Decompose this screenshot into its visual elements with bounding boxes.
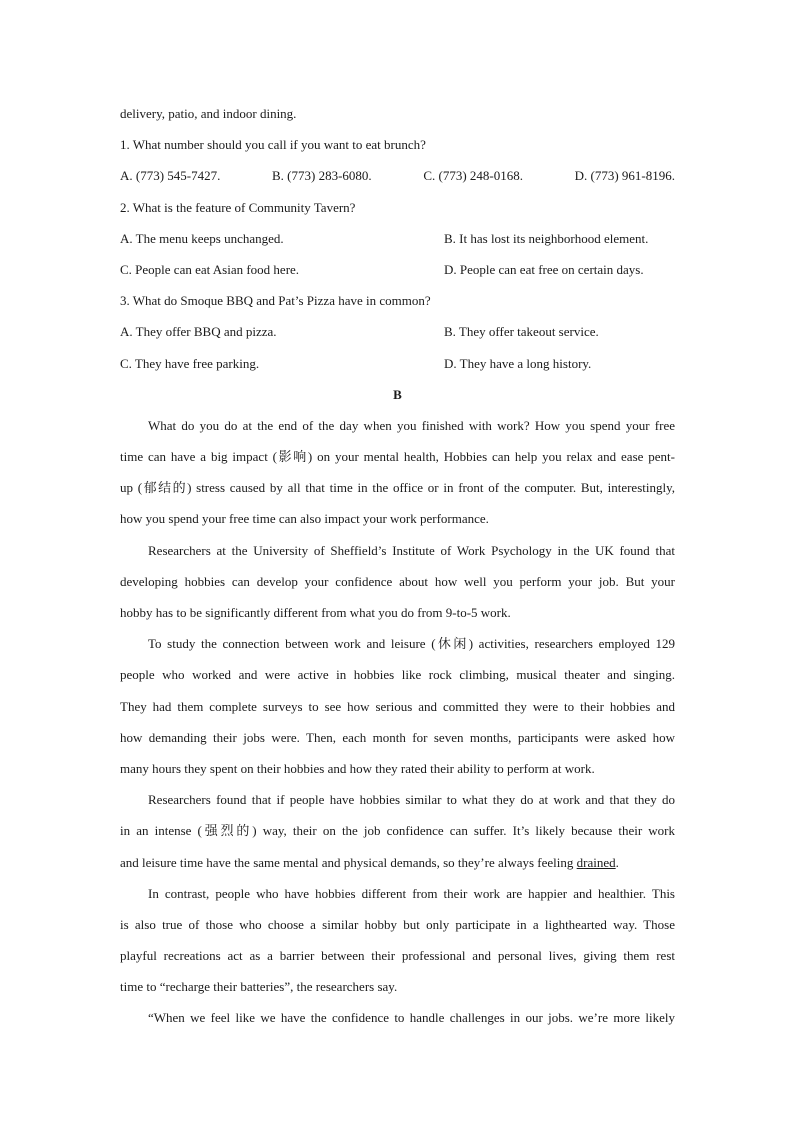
paragraph-5 [120,878,675,1003]
question-2-option-a: A. The menu keeps unchanged. [120,230,284,246]
question-2-options-row-2 [120,254,675,285]
paragraph-line: “When we feel like we have the confidence to handle challenges in our jobs. we’re more likely [148,1010,675,1026]
paragraph-line: playful recreations act as a barrier between their professional and personal lives, giving them rest [120,948,675,964]
question-2-option-d: D. People can eat free on certain days. [444,261,644,277]
top-fragment: delivery, patio, and indoor dining. [120,106,297,121]
paragraph-line: What do you do at the end of the day when you finished with work? How you spend your free [148,417,675,433]
question-2-option-b: B. It has lost its neighborhood element. [444,230,649,246]
question-1-options [120,160,675,191]
paragraph-line: time can have a big impact (影响) on your mental health, Hobbies can help you relax and ease pent- [120,449,675,465]
paragraph-text: . [615,854,619,870]
question-3-option-a: A. They offer BBQ and pizza. [120,324,277,340]
paragraph-line: many hours they spent on their hobbies and how they rated their ability to perform at work. [120,760,595,776]
paragraph-line: how you spend your free time can also impact your work performance. [120,511,489,527]
question-1-option-c: C. (773) 248-0168. [423,168,523,184]
paragraph-4 [120,784,675,878]
paragraph-line: in an intense (强烈的) way, their on the job confidence can suffer. It’s likely because their work [120,823,675,839]
question-2-options-row-1 [120,223,675,254]
question-1-stem: 1. What number should you call if you want to eat brunch? [120,137,426,153]
paragraph-text: and leisure time have the same mental and physical demands, so they’re always feeling [120,854,577,870]
paragraph-line: up (郁结的) stress caused by all that time in the office or in front of the computer. But, interestingly, [120,480,675,496]
paragraph-6 [120,1002,675,1033]
question-1-option-d: D. (773) 961-8196. [574,168,675,184]
question-3-options-row-2 [120,348,675,379]
underlined-word: drained [576,854,616,870]
question-2-stem: 2. What is the feature of Community Tavern? [120,199,356,215]
paragraph-line: developing hobbies can develop your confidence about how well you perform your job. But your [120,573,675,589]
paragraph-line: Researchers at the University of Sheffield’s Institute of Work Psychology in the UK found that [148,542,675,558]
section-title: B [393,386,402,402]
paragraph-line: They had them complete surveys to see how serious and committed they were to their hobbies and [120,698,675,714]
question-1-option-b: B. (773) 283-6080. [272,168,372,184]
question-3-option-c: C. They have free parking. [120,355,260,371]
paragraph-line: people who worked and were active in hobbies like rock climbing, musical theater and singing. [120,667,675,683]
paragraph-3 [120,628,675,784]
question-1-option-a: A. (773) 545-7427. [120,168,221,184]
paragraph-2 [120,535,675,629]
question-3-option-d: D. They have a long history. [444,355,592,371]
paragraph-line: how demanding their jobs were. Then, each month for seven months, participants were asked how [120,729,675,745]
question-3-stem: 3. What do Smoque BBQ and Pat’s Pizza have in common? [120,293,431,309]
paragraph-line: In contrast, people who have hobbies different from their work are happier and healthier. This [148,885,675,901]
question-3-option-b: B. They offer takeout service. [444,324,599,340]
paragraph-line: is also true of those who choose a similar hobby but only participate in a lighthearted way. Those [120,916,675,932]
paragraph-line: Researchers found that if people have hobbies similar to what they do at work and that they do [148,792,675,808]
paragraph-1 [120,410,675,535]
document-page [120,98,675,1034]
paragraph-line [120,847,675,878]
paragraph-line: time to “recharge their batteries”, the researchers say. [120,979,398,995]
question-2-option-c: C. People can eat Asian food here. [120,261,300,277]
paragraph-line: To study the connection between work and leisure (休闲) activities, researchers employed 129 [148,636,675,652]
paragraph-line: hobby has to be significantly different from what you do from 9-to-5 work. [120,605,511,620]
question-3-options-row-1 [120,316,675,347]
